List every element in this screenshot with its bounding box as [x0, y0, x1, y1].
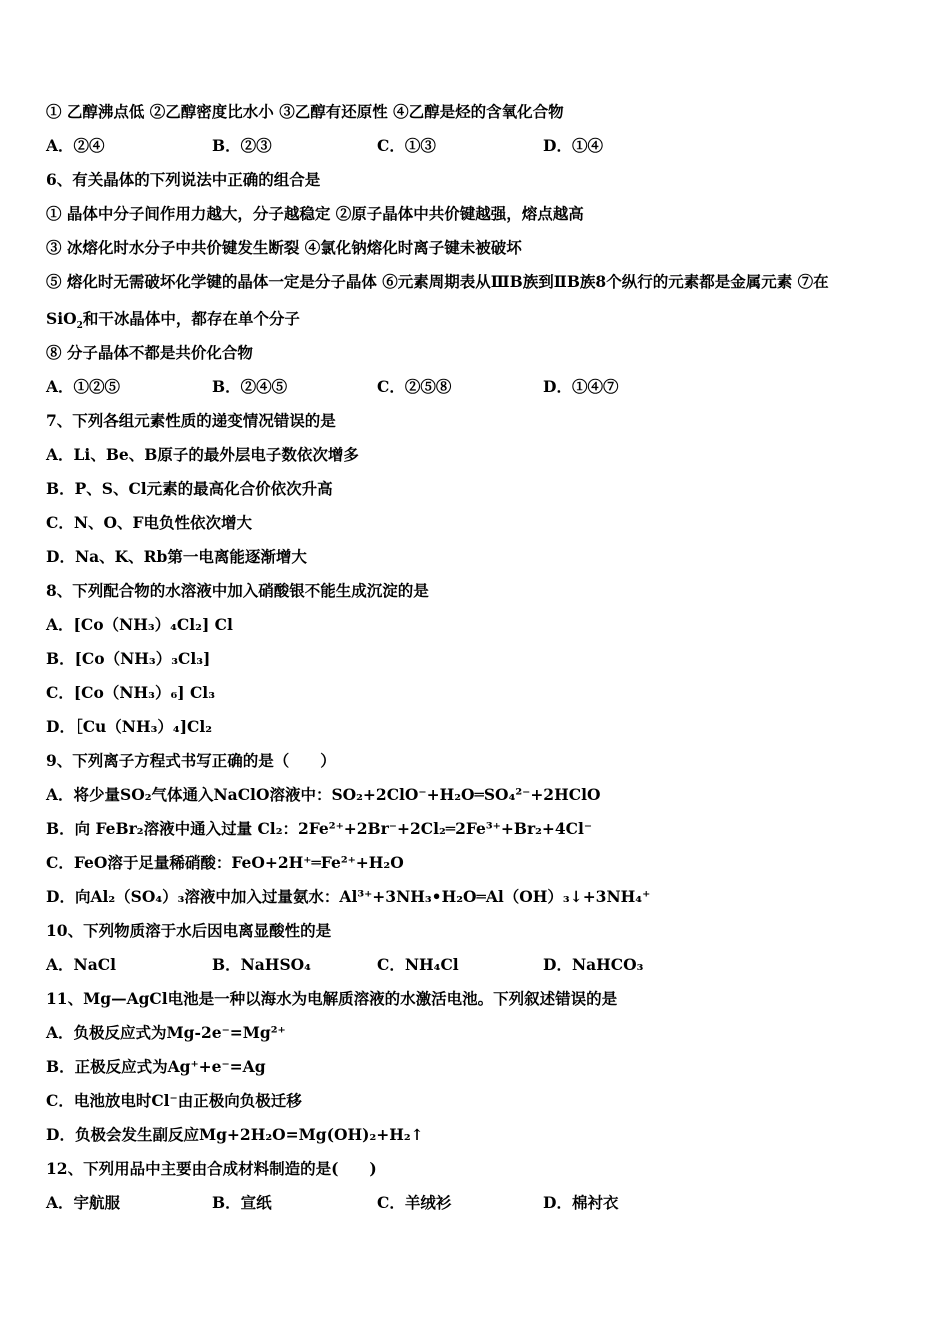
q6-option-c: C．②⑤⑧	[377, 377, 452, 396]
q6-statement-3: ⑤ 熔化时无需破坏化学键的晶体一定是分子晶体 ⑥元素周期表从ⅢB族到ⅡB族8个纵行的元素都是金属元素 ⑦在	[46, 272, 829, 291]
q8-option-c: C．[Co（NH₃）₆] Cl₃	[46, 683, 215, 702]
q6-option-b: B．②④⑤	[212, 377, 288, 396]
q8-stem: 8、下列配合物的水溶液中加入硝酸银不能生成沉淀的是	[46, 581, 429, 600]
q7-option-a: A．Li、Be、B原子的最外层电子数依次增多	[46, 445, 359, 464]
q5-option-a: A．②④	[46, 136, 105, 155]
sio2-text: SiO	[46, 309, 77, 328]
q10-option-c: C．NH₄Cl	[377, 955, 459, 974]
q6-statement-4: ⑧ 分子晶体不都是共价化合物	[46, 343, 253, 362]
q11-option-b: B．正极反应式为Ag⁺+e⁻=Ag	[46, 1057, 266, 1076]
q11-option-d: D．负极会发生副反应Mg+2H₂O=Mg(OH)₂+H₂↑	[46, 1125, 424, 1144]
q6-statement-1: ① 晶体中分子间作用力越大，分子越稳定 ②原子晶体中共价键越强，熔点越高	[46, 204, 584, 223]
q6-option-d: D．①④⑦	[543, 377, 619, 396]
q11-stem: 11、Mg—AgCl电池是一种以海水为电解质溶液的水激活电池。下列叙述错误的是	[46, 989, 618, 1008]
q10-option-a: A．NaCl	[46, 955, 116, 974]
q10-option-b: B．NaHSO₄	[212, 955, 311, 974]
q8-option-a: A．[Co（NH₃）₄Cl₂] Cl	[46, 615, 233, 634]
q9-option-b: B．向 FeBr₂溶液中通入过量 Cl₂：2Fe²⁺+2Br⁻+2Cl₂═2Fe³⁺+Br₂+4Cl⁻	[46, 819, 593, 838]
q12-stem: 12、下列用品中主要由合成材料制造的是( )	[46, 1159, 377, 1178]
q6-statement-3-cont	[46, 309, 300, 332]
q9-option-c: C．FeO溶于足量稀硝酸：FeO+2H⁺═Fe²⁺+H₂O	[46, 853, 404, 872]
q12-option-b: B．宣纸	[212, 1193, 272, 1212]
q10-option-d: D．NaHCO₃	[543, 955, 644, 974]
q9-option-a: A．将少量SO₂气体通入NaClO溶液中：SO₂+2ClO⁻+H₂O═SO₄²⁻+2HClO	[46, 785, 601, 804]
q9-stem: 9、下列离子方程式书写正确的是（ ）	[46, 751, 336, 770]
q7-option-d: D．Na、K、Rb第一电离能逐渐增大	[46, 547, 307, 566]
q11-option-a: A．负极反应式为Mg-2e⁻=Mg²⁺	[46, 1023, 286, 1042]
q12-option-a: A．宇航服	[46, 1193, 121, 1212]
sio2-subscript: 2	[76, 321, 83, 332]
q10-stem: 10、下列物质溶于水后因电离显酸性的是	[46, 921, 332, 940]
q6-stem: 6、有关晶体的下列说法中正确的组合是	[46, 170, 321, 189]
q7-stem: 7、下列各组元素性质的递变情况错误的是	[46, 411, 336, 430]
q5-option-d: D．①④	[543, 136, 603, 155]
q5-option-b: B．②③	[212, 136, 272, 155]
q7-option-b: B．P、S、Cl元素的最高化合价依次升高	[46, 479, 333, 498]
q8-option-b: B．[Co（NH₃）₃Cl₃]	[46, 649, 211, 668]
q9-option-d: D．向Al₂（SO₄）₃溶液中加入过量氨水：Al³⁺+3NH₃•H₂O═Al（OH）₃↓+3NH₄⁺	[46, 887, 651, 906]
q5-option-c: C．①③	[377, 136, 436, 155]
q7-option-c: C．N、O、F电负性依次增大	[46, 513, 253, 532]
q12-option-d: D．棉衬衣	[543, 1193, 619, 1212]
q11-option-c: C．电池放电时Cl⁻由正极向负极迁移	[46, 1091, 302, 1110]
q8-option-d: D．［Cu（NH₃）₄]Cl₂	[46, 717, 213, 736]
q6-option-a: A．①②⑤	[46, 377, 121, 396]
q12-option-c: C．羊绒衫	[377, 1193, 452, 1212]
q6-statement-2: ③ 冰熔化时水分子中共价键发生断裂 ④氯化钠熔化时离子键未被破坏	[46, 238, 522, 257]
q6-statement-3-rest: 和干冰晶体中，都存在单个分子	[82, 309, 300, 328]
q5-statements: ① 乙醇沸点低 ②乙醇密度比水小 ③乙醇有还原性 ④乙醇是烃的含氧化合物	[46, 102, 564, 121]
